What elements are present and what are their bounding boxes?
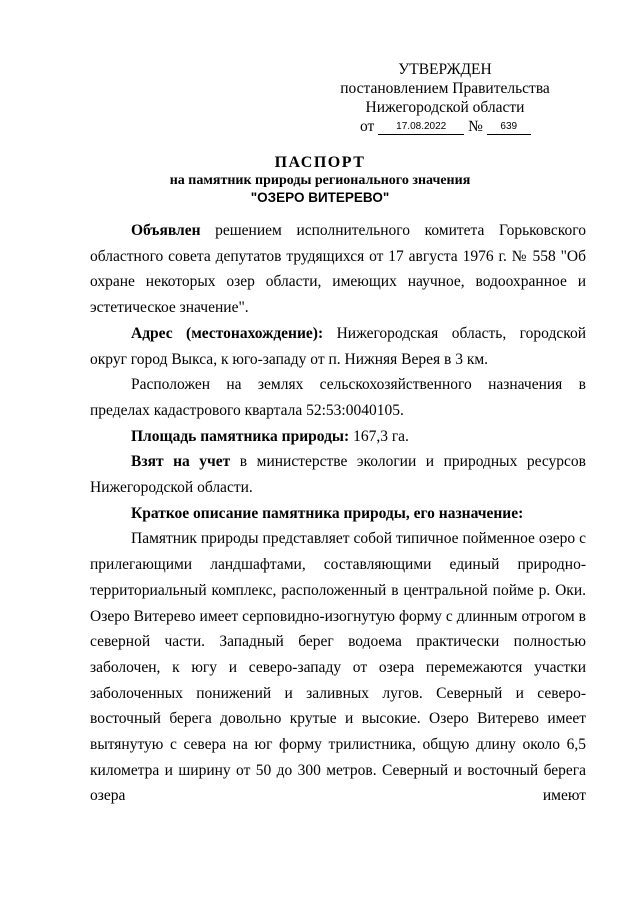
approval-number: 639 (487, 120, 531, 135)
passport-heading (0, 153, 640, 206)
approval-line-1: постановлением Правительства (340, 80, 550, 97)
paragraph-description-heading (90, 501, 586, 527)
address-label: Адрес (местонахождение): (131, 324, 324, 342)
description-text: Памятник природы представляет собой типичное пойменное озеро с прилегающими ландшафтами, составляющими единый природно-территориальный комплекс, расположенный в центральной пойме р. Оки. Озеро Витерево имеет серповидно-изогнутую форму с длинным отрогом в северной части. Западный берег водоема практически полностью заболочен, к югу и северо-западу от озера перемежаются участки заболоченных понижений и заливных лугов. Северный и северо-восточный берега довольно крутые и высокие. Озеро Витерево имеет вытянутую с севера на юг форму трилистника, общую длину около 6,5 километра и ширину от 50 до 300 метров. Северный и восточный берега озера имеют (90, 530, 586, 805)
document-subtitle: на памятник природы регионального значения (169, 173, 471, 188)
paragraph-location (90, 372, 586, 423)
declared-text: решением исполнительного комитета Горьковского областного совета депутатов трудящихся от 17 августа 1976 г. № 558 "Об охране некоторых озер области, имеющих научное, водоохранное и эстетическое значение". (90, 222, 586, 317)
number-sign: № (468, 118, 483, 135)
approval-block (330, 60, 560, 136)
description-heading: Краткое описание памятника природы, его назначение: (131, 504, 524, 522)
approval-date: 17.08.2022 (378, 120, 464, 135)
registered-label: Взят на учет (131, 453, 231, 471)
document-body (90, 218, 586, 809)
paragraph-declared (90, 218, 586, 321)
approval-date-line (330, 117, 560, 136)
area-text: 167,3 га. (349, 427, 409, 445)
paragraph-address (90, 321, 586, 372)
location-text: Расположен на землях сельскохозяйственного назначения в пределах кадастрового квартала 52:53:0040105. (90, 376, 586, 419)
monument-name: "ОЗЕРО ВИТЕРЕВО" (250, 190, 390, 205)
registered-text: в министерстве экологии и природных ресурсов Нижегородской области. (90, 453, 587, 497)
paragraph-description (90, 526, 586, 809)
declared-label: Объявлен (131, 222, 201, 239)
paragraph-area (90, 424, 586, 450)
document-title: ПАСПОРТ (274, 154, 366, 171)
address-text: Нижегородская область, городской округ город Выкса, к юго-западу от п. Нижняя Верея в 3 км. (90, 324, 586, 368)
approval-line-2: Нижегородской области (365, 99, 525, 116)
approval-status: УТВЕРЖДЕН (398, 61, 492, 78)
date-prefix: от (360, 118, 375, 135)
area-label: Площадь памятника природы: (131, 427, 350, 445)
paragraph-registered (90, 449, 586, 500)
